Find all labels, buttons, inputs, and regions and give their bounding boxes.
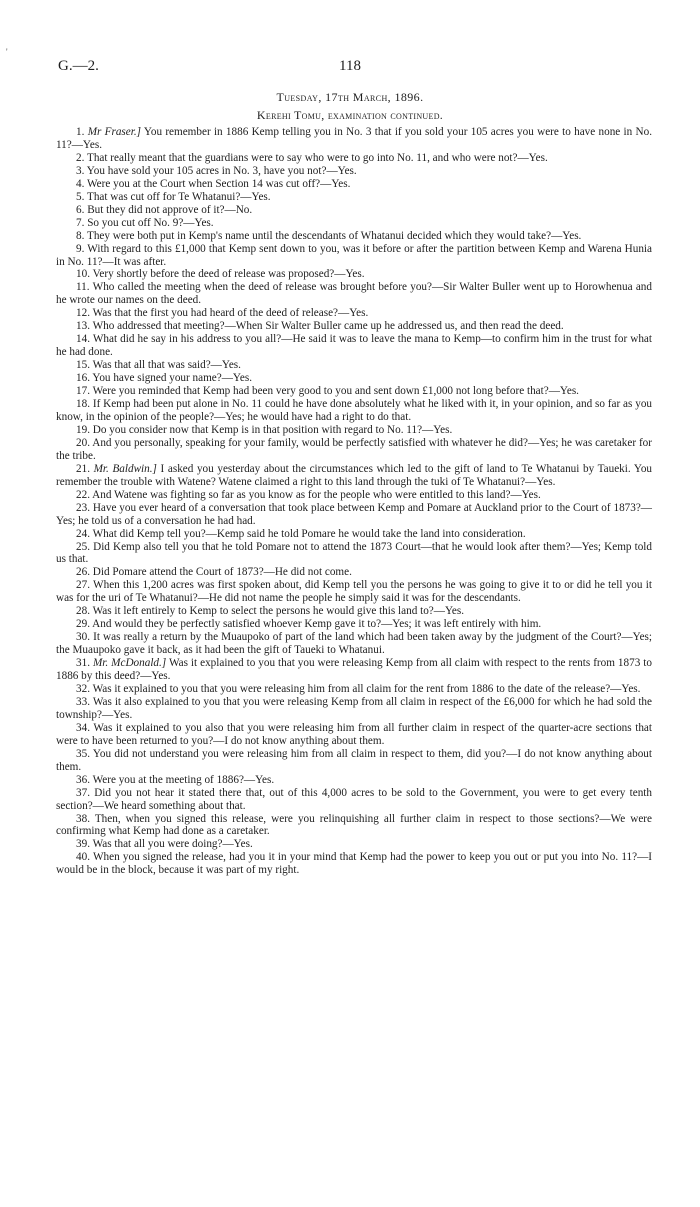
question-number: 23. (76, 501, 90, 514)
question-number: 36. (76, 773, 90, 786)
speaker-label: Mr. McDonald.] (92, 657, 167, 670)
question-number: 21. (76, 462, 90, 475)
question-text: Was it explained to you that you were releasing him from all claim for the rent from 1886 to the date of the release?—Yes. (92, 682, 641, 695)
question-item (56, 243, 652, 269)
question-number: 6. (76, 203, 85, 216)
question-text: Who addressed that meeting?—When Sir Walter Buller came up he addressed us, and then read the deed. (92, 320, 564, 333)
question-item (56, 320, 652, 333)
question-item (56, 230, 652, 243)
question-number: 27. (76, 579, 90, 592)
question-item (56, 217, 652, 230)
question-number: 25. (76, 540, 90, 553)
question-text: You remember in 1886 Kemp telling you in No. 3 that if you sold your 105 acres you were to have none in No. 11?—Yes. (56, 126, 653, 151)
question-text: If Kemp had been put alone in No. 11 could he have done absolutely what he liked with it, in your opinion, and so far as you know, in the opinion of the people?—Yes; he would have had a right to do that. (56, 398, 653, 423)
question-number: 22. (76, 488, 90, 501)
question-number: 33. (76, 695, 90, 708)
question-text: You have sold your 105 acres in No. 3, have you not?—Yes. (86, 164, 357, 177)
question-text: I asked you yesterday about the circumstances which led to the gift of land to Te Whatanui by Taueki. You remember the trouble with Watene? Watene claimed a right to this land through the tuki of Te Whatanui?—Yes. (56, 462, 653, 488)
question-text: They were both put in Kemp's name until the descendants of Whatanui decided which they would take?—Yes. (87, 229, 582, 242)
question-text: Who called the meeting when the deed of release was brought before you?—Sir Walter Buller went up to Horowhenua and he wrote our names on the deed. (56, 281, 652, 307)
question-item (56, 502, 652, 528)
question-text: That was cut off for Te Whatanui?—Yes. (87, 190, 271, 203)
page-number: 118 (339, 58, 361, 74)
witness-heading (0, 108, 700, 123)
question-text: Was that all that was said?—Yes. (92, 359, 241, 372)
question-number: 28. (76, 605, 90, 618)
page-header (58, 58, 642, 78)
question-number: 2. (76, 151, 85, 164)
question-number: 37. (76, 786, 90, 799)
question-text: Do you consider now that Kemp is in that position with regard to No. 11?—Yes. (92, 423, 453, 436)
question-text: But they did not approve of it?—No. (87, 203, 253, 216)
question-item (56, 605, 652, 618)
margin-mark: ' (6, 47, 8, 57)
question-item (56, 463, 652, 489)
question-text: Was it left entirely to Kemp to select the persons he would give this land to?—Yes. (92, 605, 465, 618)
question-text: And would they be perfectly satisfied whoever Kemp gave it to?—Yes; it was left entirely with him. (92, 618, 542, 631)
question-number: 24. (76, 527, 90, 540)
question-item (56, 748, 652, 774)
question-item (56, 618, 652, 631)
question-number: 32. (76, 682, 90, 695)
question-number: 13. (76, 320, 90, 333)
question-item (56, 528, 652, 541)
question-text: Were you at the meeting of 1886?—Yes. (92, 773, 275, 786)
question-number: 7. (76, 216, 85, 229)
question-number: 40. (76, 851, 90, 864)
question-number: 30. (76, 631, 90, 644)
question-number: 1. (76, 126, 85, 138)
question-item (56, 566, 652, 579)
question-item (56, 385, 652, 398)
question-number: 16. (76, 372, 90, 385)
question-text: So you cut off No. 9?—Yes. (87, 216, 214, 229)
question-number: 19. (76, 423, 90, 436)
question-item (56, 489, 652, 502)
question-number: 5. (76, 190, 85, 203)
question-text: What did Kemp tell you?—Kemp said he told Pomare he would take the land into consideration. (92, 527, 526, 540)
question-item (56, 126, 652, 152)
question-text: Did Kemp also tell you that he told Pomare not to attend the 1873 Court—that he would look after them?—Yes; Kemp told us that. (56, 540, 653, 566)
question-text: You did not understand you were releasing him from all claim in respect to them, did you?—I do not know anything about them. (56, 747, 652, 773)
question-item (56, 722, 652, 748)
question-number: 34. (76, 721, 90, 734)
question-number: 26. (76, 566, 90, 579)
question-number: 39. (76, 838, 90, 851)
question-item (56, 152, 652, 165)
question-text: And you personally, speaking for your family, would be perfectly satisfied with whatever he did?—Yes; he was caretaker for the tribe. (56, 436, 652, 462)
question-text: Were you reminded that Kemp had been very good to you and sent down £1,000 not long before that?—Yes. (92, 385, 579, 398)
question-item (56, 178, 652, 191)
question-item (56, 657, 652, 683)
question-item (56, 579, 652, 605)
question-item (56, 424, 652, 437)
question-number: 9. (76, 242, 85, 255)
question-item (56, 281, 652, 307)
question-item (56, 268, 652, 281)
question-number: 12. (76, 307, 90, 320)
question-number: 35. (76, 747, 90, 760)
question-number: 3. (76, 164, 85, 177)
question-text: Was it explained to you that you were releasing Kemp from all claim with respect to the rents from 1873 to 1886 by this deed?—Yes. (56, 657, 652, 683)
question-number: 29. (76, 618, 90, 631)
question-item (56, 191, 652, 204)
question-text: Did you not hear it stated there that, out of this 4,000 acres to be sold to the Government, you were to get every tenth section?—We heard something about that. (56, 786, 652, 812)
question-number: 20. (76, 436, 90, 449)
question-number: 14. (76, 333, 90, 346)
question-number: 11. (76, 281, 90, 294)
witness-text: Kerehi Tomu, examination continued. (256, 108, 444, 122)
session-date: Tuesday, 17th March, 1896. (276, 90, 424, 104)
question-item (56, 696, 652, 722)
question-text: Very shortly before the deed of release was proposed?—Yes. (92, 268, 365, 281)
question-item (56, 398, 652, 424)
question-item (56, 774, 652, 787)
question-text: When this 1,200 acres was first spoken about, did Kemp tell you the persons he was going to give it to or did he tell you it was for the uri of Te Whatanui?—He did not name the people he simply said it was for the descendants. (56, 579, 652, 605)
question-text: Was it also explained to you that you were releasing Kemp from all claim in respect of the £6,000 for which he had sold the township?—Yes. (56, 695, 652, 721)
question-text: Was that the first you had heard of the deed of release?—Yes. (92, 307, 369, 320)
question-item (56, 813, 652, 839)
question-text: What did he say in his address to you all?—He said it was to leave the mana to Kemp—to confirm him in the trust for what he had done. (56, 333, 652, 359)
question-item (56, 307, 652, 320)
question-item (56, 359, 652, 372)
question-number: 17. (76, 385, 90, 398)
question-item (56, 204, 652, 217)
examination-body (56, 126, 652, 877)
question-item (56, 851, 652, 877)
question-text: And Watene was fighting so far as you know as for the people who were entitled to this land?—Yes. (92, 488, 541, 501)
question-item (56, 165, 652, 178)
question-number: 4. (76, 177, 85, 190)
question-text: Were you at the Court when Section 14 was cut off?—Yes. (87, 177, 351, 190)
question-item (56, 437, 652, 463)
question-text: Did Pomare attend the Court of 1873?—He did not come. (92, 566, 352, 579)
question-item (56, 333, 652, 359)
document-reference: G.—2. (58, 58, 99, 74)
question-text: You have signed your name?—Yes. (92, 372, 252, 385)
speaker-label: Mr Fraser.] (87, 126, 142, 138)
question-text: Was that all you were doing?—Yes. (92, 838, 253, 851)
question-number: 15. (76, 359, 90, 372)
question-text: When you signed the release, had you it in your mind that Kemp had the power to keep you out or put you into No. 11?—I would be in the block, because it was part of my right. (56, 851, 652, 877)
question-text: It was really a return by the Muaupoko of part of the land which had been taken away by the judgment of the Court?—Yes; the Muaupoko gave it back, as it had been the gift of Taueki to Whatanui. (56, 631, 653, 657)
question-item (56, 541, 652, 567)
question-item (56, 787, 652, 813)
question-text: That really meant that the guardians were to say who were to go into No. 11, and who were not?—Yes. (87, 151, 548, 164)
question-number: 18. (76, 398, 90, 411)
question-item (56, 683, 652, 696)
question-item (56, 372, 652, 385)
question-number: 38. (76, 812, 90, 825)
speaker-label: Mr. Baldwin.] (93, 462, 157, 475)
question-number: 31. (76, 657, 90, 670)
question-text: Then, when you signed this release, were you relinquishing all further claim in respect to those sections?—We were confirming what Kemp had done as a caretaker. (56, 812, 652, 838)
question-text: With regard to this £1,000 that Kemp sent down to you, was it before or after the partition between Kemp and Warena Hunia in No. 11?—It was after. (56, 242, 652, 268)
question-item (56, 838, 652, 851)
question-number: 10. (76, 268, 90, 281)
question-number: 8. (76, 229, 85, 242)
question-item (56, 631, 652, 657)
question-text: Have you ever heard of a conversation that took place between Kemp and Pomare at Auckland prior to the Court of 1873?—Yes; he told us of a conversation he had had. (56, 501, 652, 527)
question-text: Was it explained to you also that you were releasing him from all further claim in respect of the quarter-acre sections that were to have been returned to you?—I do not know anything about them. (56, 721, 652, 747)
